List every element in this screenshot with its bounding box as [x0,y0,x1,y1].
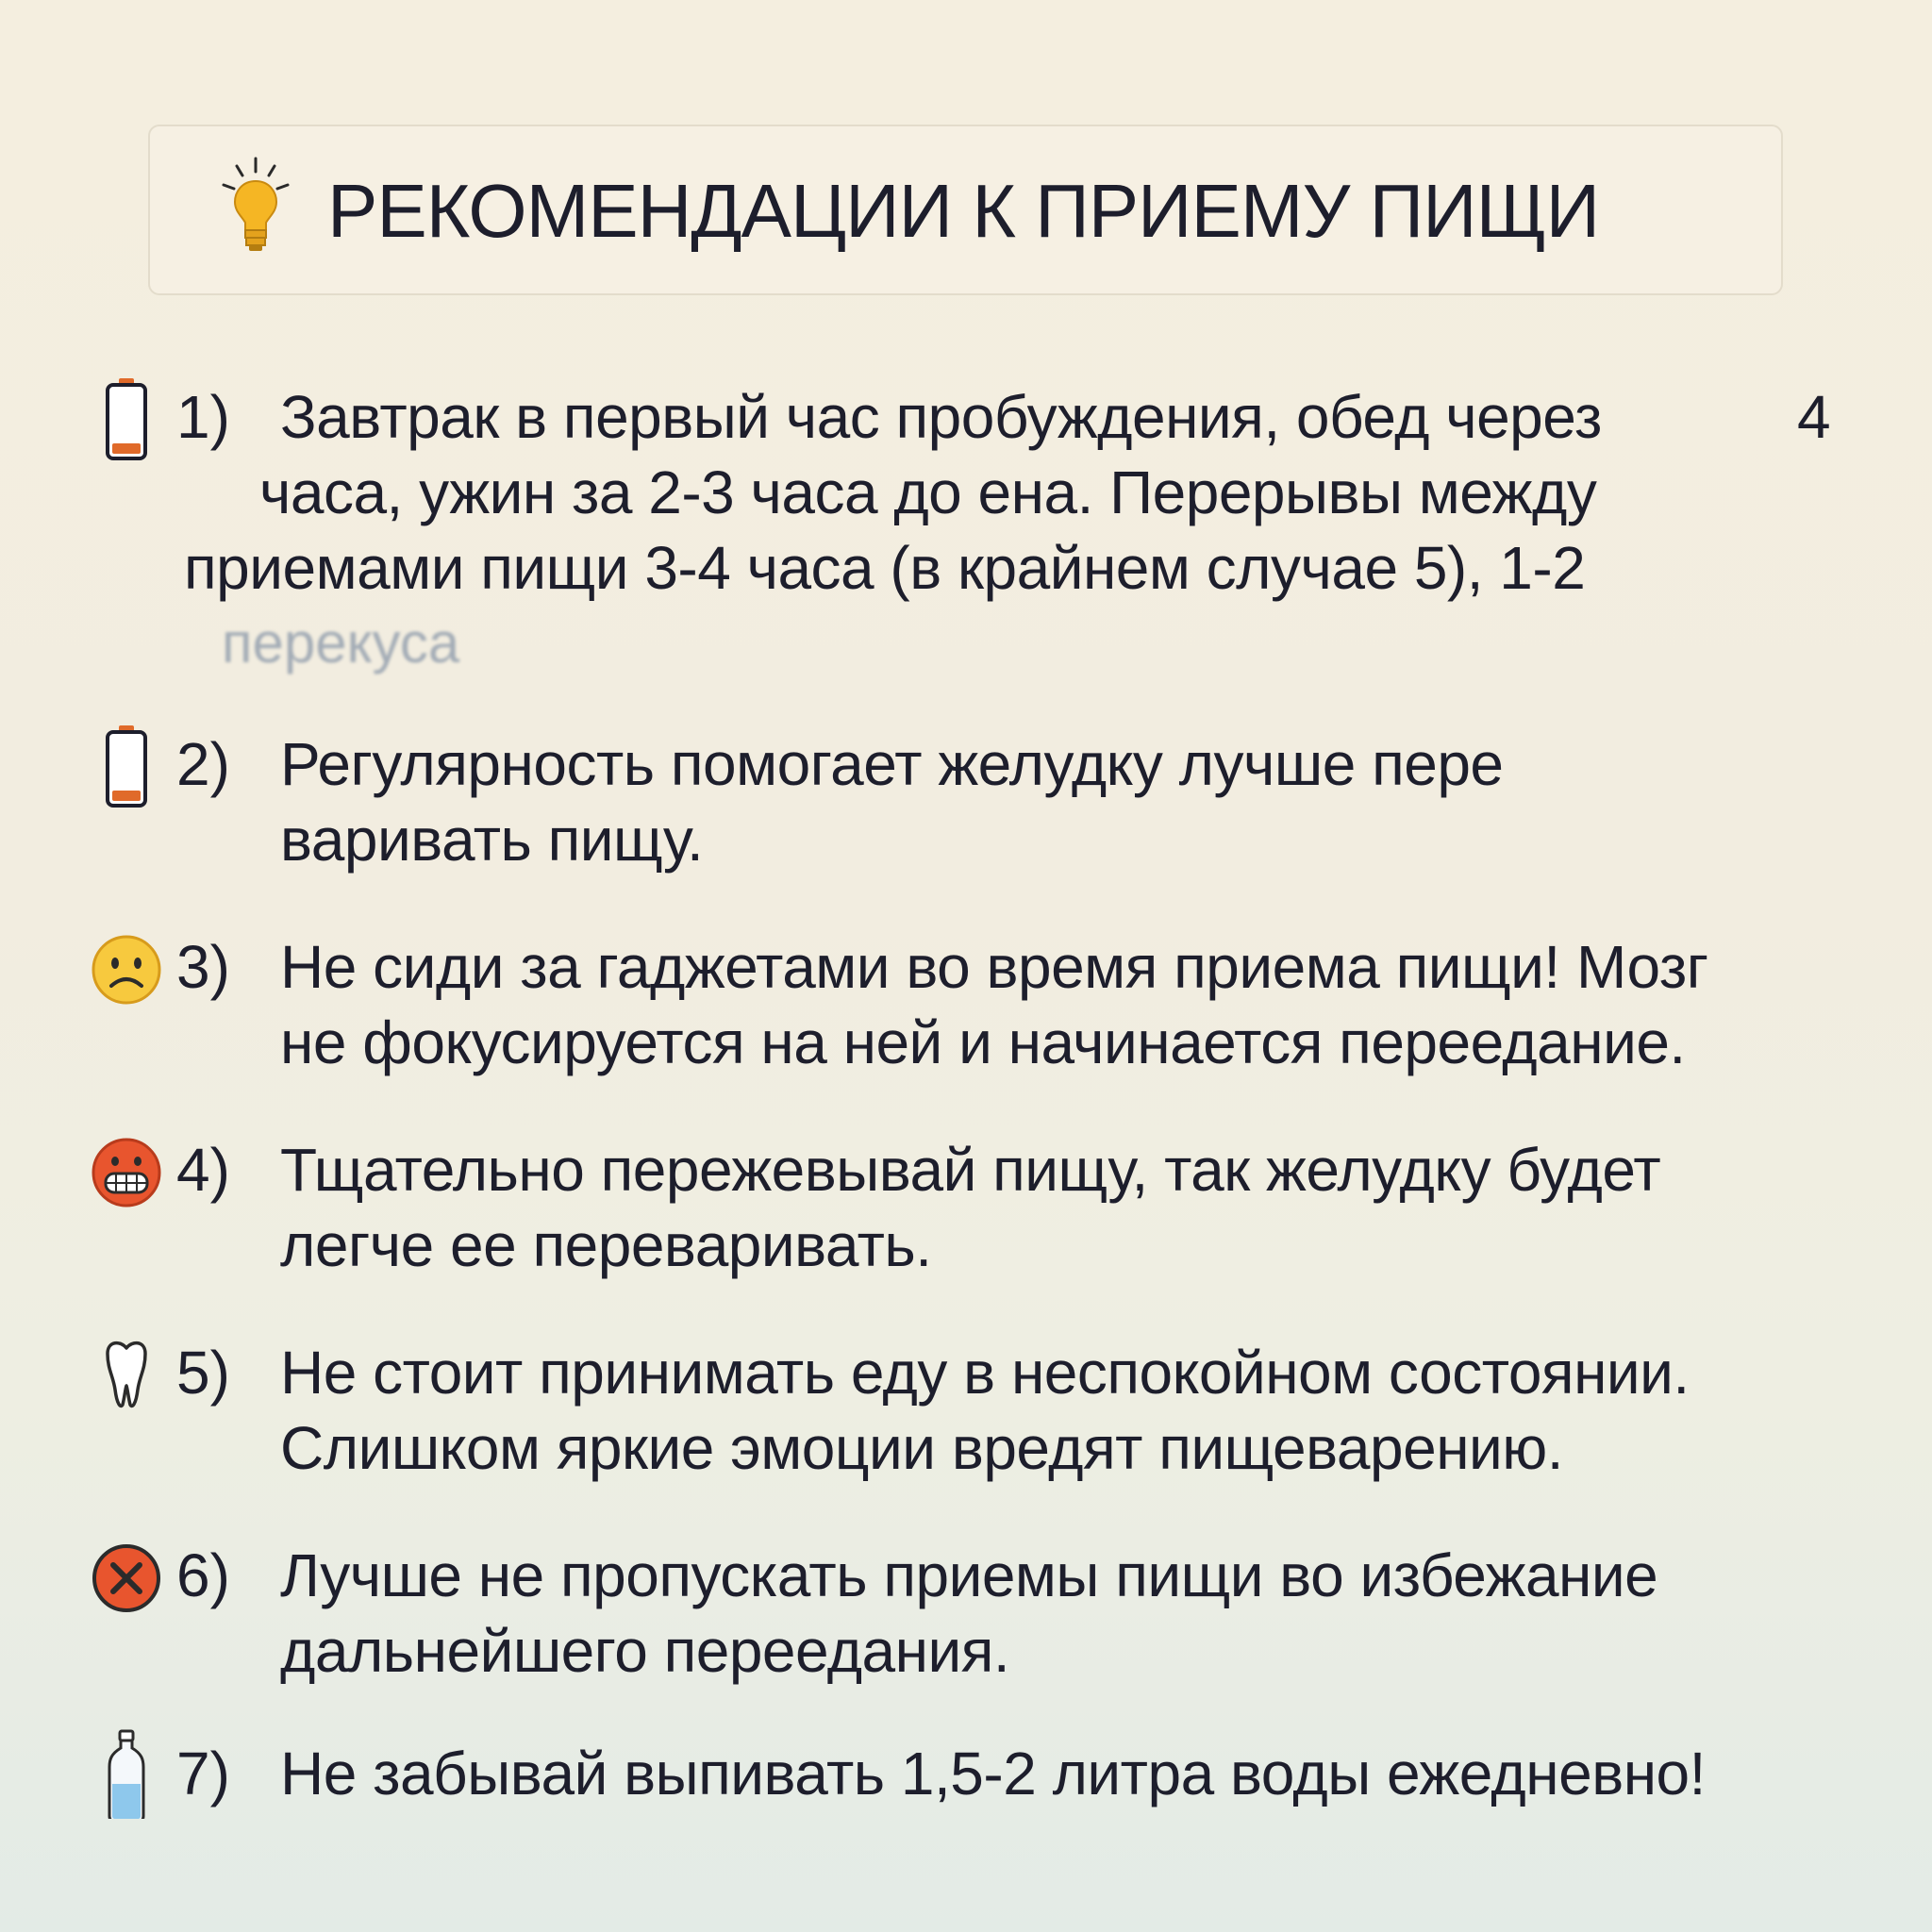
cross-mark-icon [89,1536,164,1621]
item-text-line: Не забывай выпивать 1,5-2 литра воды ежедневно! [280,1740,1706,1807]
item-text [280,1132,1865,1283]
water-bottle-icon [89,1724,164,1819]
item-text-line: перекуса [222,611,460,675]
item-text-line: Лучше не пропускать приемы пищи во избежание [280,1541,1658,1609]
grimacing-face-icon [89,1130,164,1215]
lightbulb-icon [218,153,293,260]
item-text-line: Не стоит принимать еду в неспокойном состоянии. [280,1339,1690,1407]
item-number: 1) [176,383,230,451]
item-text-line: часа, ужин за 2-3 часа до ена. Перерывы между [259,458,1597,526]
item-text [280,1736,1865,1811]
item-number: 5) [176,1339,230,1407]
item-number: 6) [176,1541,230,1609]
item-text-line: Слишком яркие эмоции вредят пищеварению. [280,1414,1564,1482]
item-text [280,726,1865,877]
page-title: РЕКОМЕНДАЦИИ К ПРИЕМУ ПИЩИ [327,169,1600,253]
item-number: 3) [176,933,230,1001]
item-text-line: не фокусируется на ней и начинается переедание. [280,1008,1686,1076]
item-text-line: варивать пищу. [280,806,704,874]
sad-face-icon [89,927,164,1012]
item-text-line: приемами пищи 3-4 часа (в крайнем случае 5), 1-2 [184,534,1586,602]
item-text [280,929,1865,1080]
item-text [280,1538,1865,1689]
item-text-line: Завтрак в первый час пробуждения, обед через [280,383,1602,451]
tooth-icon [89,1333,164,1418]
item-text-line: Тщательно пережевывай пищу, так желудку будет [280,1136,1661,1204]
item-text-line: 4 [1797,383,1831,451]
item-text [280,1335,1865,1486]
item-number: 4) [176,1136,230,1204]
item-number: 2) [176,730,230,798]
battery-icon [89,724,164,809]
item-text-line: Не сиди за гаджетами во время приема пищи! Мозг [280,933,1708,1001]
item-number: 7) [176,1740,230,1807]
title-banner [148,125,1783,295]
item-text-line: дальнейшего переедания. [280,1617,1010,1685]
item-text-line: Регулярность помогает желудку лучше пере [280,730,1504,798]
item-text-line: легче ее переваривать. [280,1211,932,1279]
battery-icon [89,377,164,462]
